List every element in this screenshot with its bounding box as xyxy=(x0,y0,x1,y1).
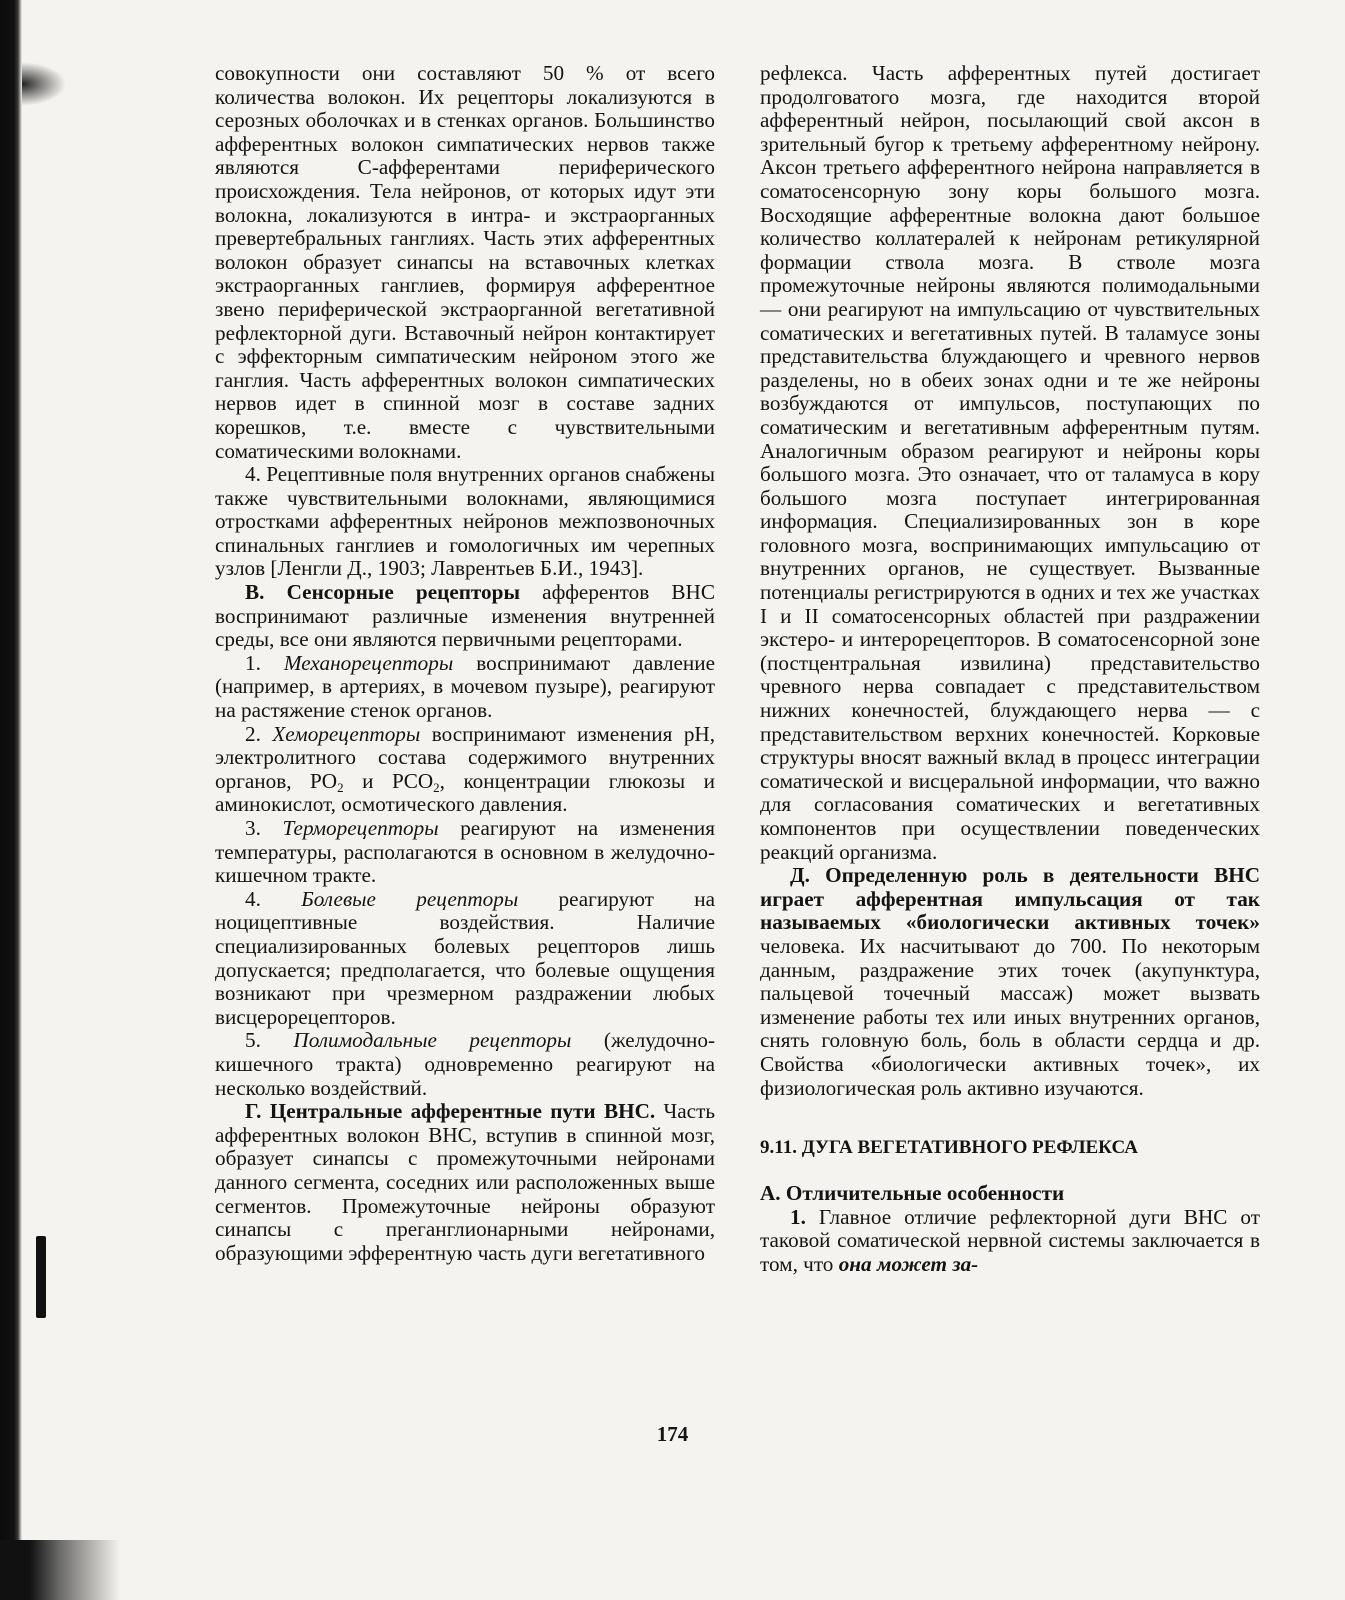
scan-shadow-left xyxy=(0,0,22,1600)
page-number: 174 xyxy=(656,1422,689,1446)
list-item-text: (желудочно-кишечного тракта) одновременно реагируют на несколько воздействий. xyxy=(215,1028,716,1100)
list-item xyxy=(215,888,715,1030)
list-item-term: Хеморецепторы xyxy=(272,721,421,746)
paragraph: рефлекса. Часть афферентных путей достигает продолговатого мозга, где находится второй афферентный нейрон, посылающий свой аксон в зрительный бугор к третьему афферентному нейрону. Аксон третьего афферентного нейрона направляется в соматосенсорную зону коры большого мозга. Восходящие афферентные волокна дают большое количество коллатералей к нейронам ретикулярной формации ствола мозга. В стволе мозга промежуточные нейроны являются полимодальными — они реагируют на импульсацию от чувствительных соматических и вегетативных путей. В таламусе зоны представительства блуждающего и чревного нервов разделены, но в обеих зонах одни и те же нейроны возбуждаются от импульсов, поступающих по соматическим и вегетативным афферентным путям. Аналогичным образом реагируют и нейроны коры большого мозга. Это означает, что от таламуса в кору большого мозга поступает интегрированная информация. Специализированных зон в коре головного мозга, воспринимающих импульсацию от внутренних органов, не существует. Вызванные потенциалы регистрируются в одних и тех же участках I и II соматосенсорных областей при раздражении экстеро- и интерорецепторов. В соматосенсорной зоне (постцентральная извилина) представительство чревного нерва совпадает с представительством нижних конечностей, блуждающего нерва — с представительством верхних конечностей. Корковые структуры вносят важный вклад в процесс интеграции соматической и висцеральной информации, что важно для согласования соматических и вегетативных компонентов при осуществлении поведенческих реакций организма. xyxy=(760,61,1260,864)
paragraph-text: Часть афферентных волокон ВНС, вступив в спинной мозг, образует синапсы с промежуточными нейронами данного сегмента, соседних или расположенных выше сегментов. Промежуточные нейроны образуют синапсы с преганглионарными нейронами, образующими эфферентную часть дуги вегетативного xyxy=(215,1099,715,1265)
list-item-text: воспринимают изменения pH, электролитного состава содержимого внутренних органов, PO xyxy=(215,721,716,793)
paragraph-lead: В. Сенсорные рецепторы xyxy=(245,580,520,605)
list-item xyxy=(215,1029,715,1100)
paragraph: 4. Рецептивные поля внутренних органов снабжены также чувствительными волокнами, являющимися отростками афферентных нейронов межпозвоночных спинальных ганглиев и гомологичных им черепных узлов [Ленгли Д., 1903; Лаврентьев Б.И., 1943]. xyxy=(215,462,715,581)
right-column xyxy=(760,62,1260,1277)
spacer xyxy=(760,1160,1260,1182)
list-item-text: реагируют на изменения температуры, располагаются в основном в желудочно-кишечном тракте. xyxy=(215,816,715,888)
list-item-text: , концентрации глюкозы и аминокислот, осмотического давления. xyxy=(215,768,715,817)
paragraph xyxy=(215,1100,715,1265)
paragraph-lead: Г. Центральные афферентные пути ВНС. xyxy=(245,1099,656,1124)
list-item xyxy=(215,652,715,723)
list-item-number: 3. xyxy=(245,816,283,840)
list-item xyxy=(215,723,715,817)
scan-shadow-top xyxy=(22,62,66,106)
subscript: 2 xyxy=(337,779,344,795)
section-heading: 9.11. ДУГА ВЕГЕТАТИВНОГО РЕФЛЕКСА xyxy=(760,1137,1138,1159)
list-item-text: реагируют на ноцицептивные воздействия. Наличие специализированных болевых рецепторов лишь допускается; предполагается, что болевые ощущения возникают при чрезмерном раздражении любых висцерорецепторов. xyxy=(215,886,715,1029)
list-item-term: Болевые рецепторы xyxy=(301,886,519,911)
scan-shadow-bottom xyxy=(0,1540,120,1600)
list-item-term: Полимодальные рецепторы xyxy=(293,1028,572,1053)
list-item xyxy=(215,817,715,888)
list-item-number: 2. xyxy=(245,721,273,746)
paragraph-text: афферентов ВНС воспринимают различные изменения внутренней среды, все они являются первичными рецепторами. xyxy=(215,580,715,652)
paragraph xyxy=(215,581,715,652)
list-item-text: воспринимают давление (например, в артериях, в мочевом пузыре), реагируют на растяжение стенок органов. xyxy=(215,650,716,723)
list-item-number: 1. xyxy=(245,650,284,675)
scan-mark xyxy=(36,1236,46,1318)
list-item-term: Терморецепторы xyxy=(282,816,439,840)
paragraph-number: 1. xyxy=(790,1204,806,1229)
paragraph-lead: Д. Определенную роль в деятельности ВНС играет афферентная импульсация от так называемых «биологически активных точек» xyxy=(760,863,1260,935)
subsection-heading: А. Отличительные особенности xyxy=(760,1181,1065,1206)
paragraph-text: Главное отличие рефлекторной дуги ВНС от таковой соматической нервной системы заключается в том, что xyxy=(760,1204,1260,1276)
paragraph xyxy=(760,1206,1260,1277)
paragraph xyxy=(760,864,1260,1100)
paragraph: совокупности они составляют 50 % от всего количества волокон. Их рецепторы локализуются в серозных оболочках и в стенках органов. Большинство афферентных волокон симпатических нервов также являются С-афферентами периферического происхождения. Тела нейронов, от которых идут эти волокна, локализуются в интра- и экстраорганных превертебральных ганглиях. Часть этих афферентных волокон образует синапсы на вставочных клетках экстраорганных ганглиев, формируя афферентное звено периферической экстраорганной вегетативной рефлекторной дуги. Вставочный нейрон контактирует с эффекторным симпатическим нейроном этого же ганглия. Часть афферентных волокон симпатических нервов идет в спинной мозг в составе задних корешков, т.е. вместе с чувствительными соматическими волокнами. xyxy=(215,61,715,463)
list-item-number: 4. xyxy=(245,886,302,911)
paragraph-emphasis: она может за- xyxy=(838,1251,979,1276)
left-column xyxy=(215,62,715,1265)
spacer xyxy=(760,1100,1260,1136)
list-item-number: 5. xyxy=(245,1028,294,1053)
list-item-term: Механорецепторы xyxy=(283,650,454,675)
subscript: 2 xyxy=(433,779,440,795)
paragraph-text: человека. Их насчитывают до 700. По некоторым данным, раздражение этих точек (акупунктура, пальцевой точечный массаж) может вызвать изменение работы тех или иных внутренних органов, снять головную боль, боль в области сердца и др. Свойства «биологически активных точек», их физиологическая роль активно изучаются. xyxy=(760,933,1260,1100)
list-item-text: и PCO xyxy=(343,768,434,793)
